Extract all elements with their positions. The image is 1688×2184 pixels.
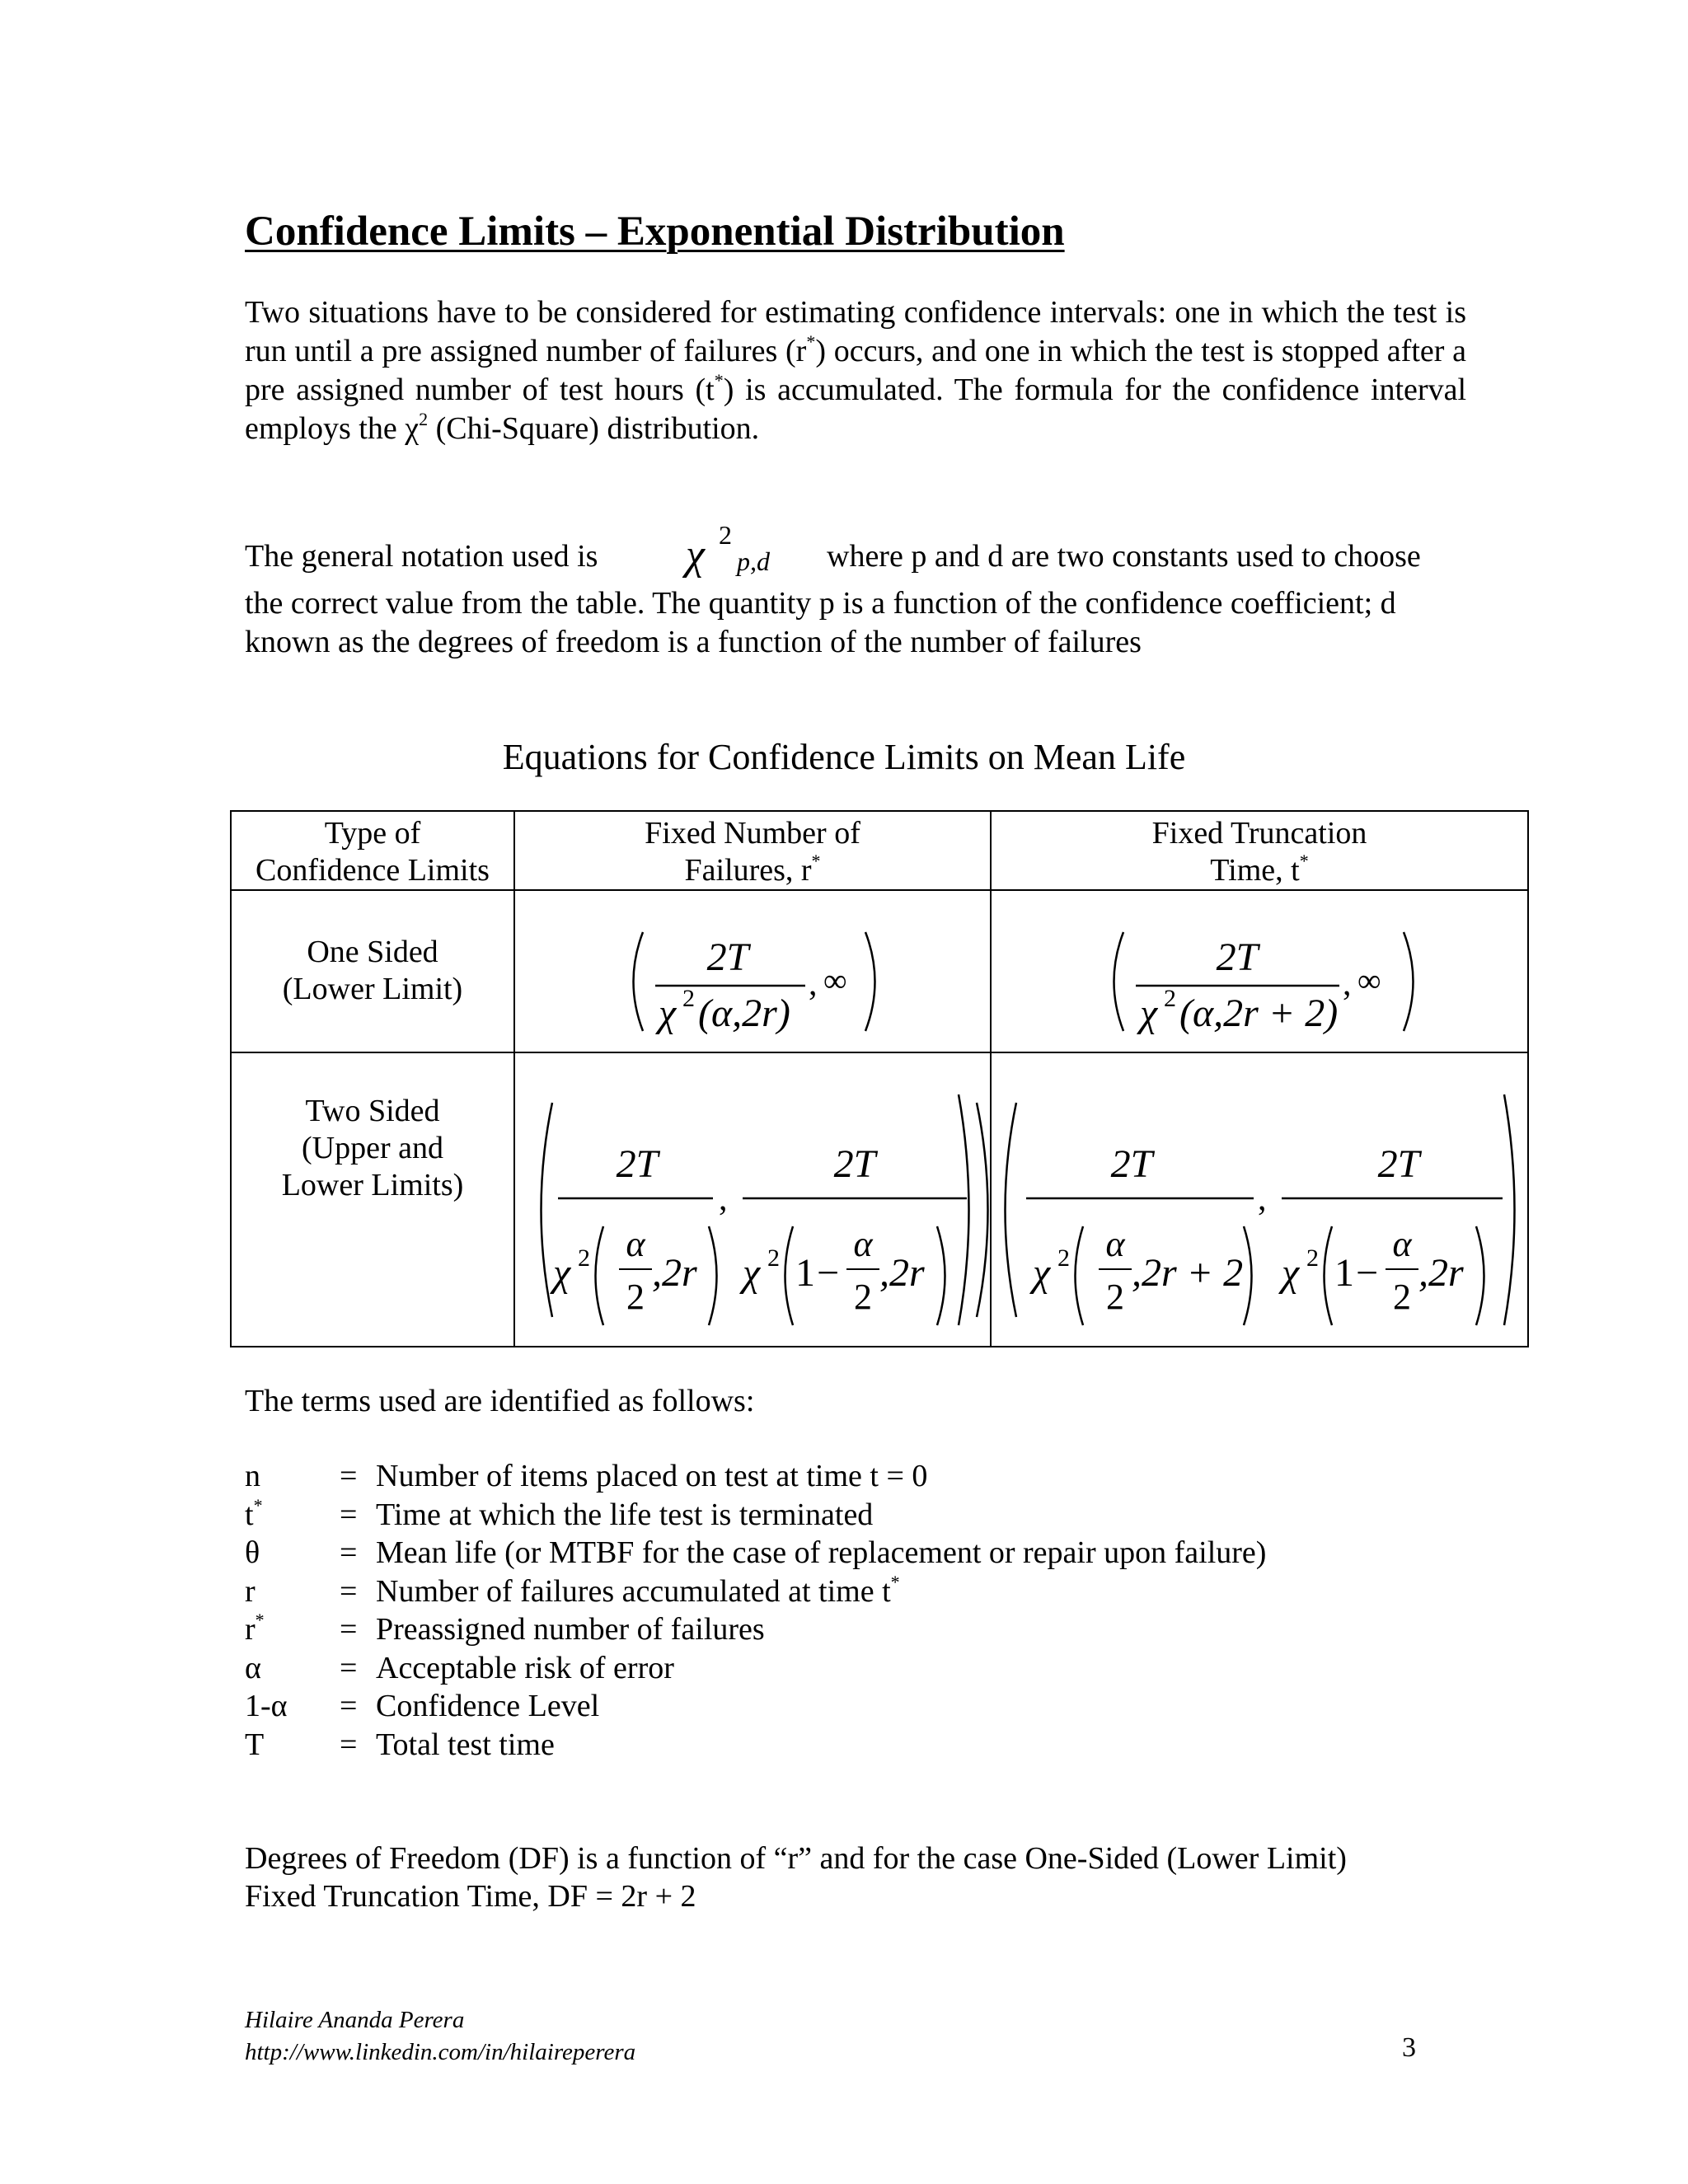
f2-infinity: ∞ — [1357, 962, 1381, 999]
term-symbol: r — [245, 1573, 256, 1609]
f1-args: (α,2r) — [698, 991, 790, 1035]
header-truncation-line2: Time, t — [1210, 853, 1300, 888]
intro-text-2: ) occurs, and one in which the test is stopped after a pre assigned number of test hours (t — [245, 334, 1466, 407]
f3-comma: , — [719, 1180, 728, 1218]
f3b-chi: χ — [743, 1251, 761, 1295]
f4b-chi: χ — [1282, 1251, 1300, 1295]
row-label-two-sided — [231, 1052, 514, 1347]
f4-comma: , — [1258, 1180, 1267, 1218]
row1-label-line2: (Lower Limit) — [282, 972, 463, 1006]
f3b-alpha: α — [853, 1224, 873, 1264]
term-definition: Number of failures accumulated at time t — [376, 1573, 891, 1609]
row2-label-line3: Lower Limits) — [281, 1168, 464, 1202]
formula-svg-3 — [515, 1053, 990, 1342]
formula-svg-2 — [992, 891, 1527, 1047]
f2-numerator: 2T — [1216, 935, 1259, 979]
f4a-two: 2 — [1106, 1277, 1124, 1317]
f3a-arg: ,2r — [652, 1251, 697, 1295]
page-number: 3 — [1402, 2032, 1416, 2063]
row-label-one-sided — [231, 890, 514, 1052]
f3a-chi: χ — [553, 1251, 571, 1295]
row1-label-line1: One Sided — [307, 935, 438, 969]
f4b-minus: − — [1356, 1251, 1379, 1295]
f3a-chi-exp: 2 — [578, 1244, 590, 1272]
notation-chi-symbol — [676, 518, 799, 583]
f2-args: (α,2r + 2) — [1179, 991, 1339, 1035]
table-caption: Equations for Confidence Limits on Mean Life — [502, 737, 1186, 777]
term-row: r = Number of failures accumulated at time t* — [245, 1571, 900, 1609]
term-symbol: r — [245, 1612, 256, 1647]
intro-text-1: Two situations have to be considered for estimating confidence intervals: one in which the test is run until a pre assigned number of failures (r — [245, 295, 1466, 368]
term-definition: Time at which the life test is terminated — [376, 1497, 874, 1532]
notation-superscript: 2 — [719, 520, 732, 550]
term-definition: Mean life (or MTBF for the case of replacement or repair upon failure) — [376, 1535, 1267, 1570]
notation-subscript: p,d — [737, 546, 770, 576]
f4a-numerator: 2T — [1110, 1142, 1153, 1186]
f4b-two: 2 — [1393, 1277, 1411, 1317]
notation-chi: χ — [686, 532, 705, 579]
term-definition: Number of items placed on test at time t = 0 — [376, 1459, 928, 1493]
f3b-chi-exp: 2 — [767, 1244, 780, 1272]
term-row: n = Number of items placed on test at time t = 0 — [245, 1459, 928, 1493]
f4b-one: 1 — [1334, 1251, 1354, 1295]
term-row: T = Total test time — [245, 1727, 555, 1762]
intro-chi-square-exponent: 2 — [419, 409, 429, 429]
f2-comma: , — [1343, 965, 1352, 1003]
dof-line2: Fixed Truncation Time, DF = 2r + 2 — [245, 1879, 696, 1914]
term-row: α = Acceptable risk of error — [245, 1650, 674, 1685]
f1-comma: , — [809, 965, 818, 1003]
term-symbol: n — [245, 1459, 260, 1493]
header-truncation-star: * — [1299, 851, 1309, 871]
term-definition: Confidence Level — [376, 1689, 600, 1723]
f1-numerator: 2T — [706, 935, 749, 979]
f3b-two: 2 — [854, 1277, 872, 1317]
f1-infinity: ∞ — [823, 962, 847, 999]
footer-url[interactable]: http://www.linkedin.com/in/hilaireperera — [245, 2039, 636, 2065]
term-symbol: θ — [245, 1535, 260, 1570]
term-symbol: α — [245, 1650, 261, 1685]
notation-rest: the correct value from the table. The quantity p is a function of the confidence coefficient; d known as the degrees of freedom is a function of the number of failures — [245, 586, 1396, 659]
header-type-line2: Confidence Limits — [256, 853, 490, 888]
footer-author: Hilaire Ananda Perera — [245, 2007, 465, 2033]
f3b-minus: − — [817, 1251, 840, 1295]
intro-paragraph — [245, 293, 1466, 448]
f4b-arg: ,2r — [1418, 1251, 1464, 1295]
terms-intro: The terms used are identified as follows: — [245, 1384, 755, 1418]
formula-svg-1 — [515, 891, 990, 1047]
formula-two-sided-fixed-failures — [514, 1052, 991, 1347]
f4b-numerator: 2T — [1377, 1142, 1420, 1186]
header-failures-star: * — [811, 851, 821, 871]
term-row: r* = Preassigned number of failures — [245, 1610, 765, 1647]
f3a-two: 2 — [626, 1277, 645, 1317]
formula-svg-4 — [992, 1053, 1527, 1342]
term-row: θ = Mean life (or MTBF for the case of replacement or repair upon failure) — [245, 1535, 1267, 1570]
term-row: 1-α = Confidence Level — [245, 1689, 600, 1723]
term-definition: Acceptable risk of error — [376, 1650, 674, 1685]
f3b-arg: ,2r — [879, 1251, 925, 1295]
f1-chi-exp: 2 — [682, 985, 695, 1012]
notation-tail: where p and d are two constants used to choose — [827, 539, 1421, 574]
formula-one-sided-fixed-failures — [514, 890, 991, 1052]
intro-text-4: (Chi-Square) distribution. — [428, 411, 760, 446]
confidence-equations-table — [230, 810, 1529, 1347]
row2-label-line2: (Upper and — [302, 1131, 443, 1165]
formula-one-sided-fixed-truncation — [991, 890, 1528, 1052]
term-row: t* = Time at which the life test is terminated — [245, 1494, 874, 1532]
term-symbol: T — [245, 1727, 265, 1762]
f2-chi-exp: 2 — [1164, 985, 1176, 1012]
f4b-chi-exp: 2 — [1306, 1244, 1319, 1272]
terms-list — [245, 1457, 1266, 1764]
header-type — [231, 811, 514, 890]
term-definition: Preassigned number of failures — [376, 1612, 765, 1647]
f3b-numerator: 2T — [833, 1142, 876, 1186]
intro-text-3: ) is accumulated. The formula for the confidence interval employs the χ — [245, 373, 1467, 446]
notation-lead: The general notation used is — [245, 539, 598, 574]
header-fixed-truncation — [991, 811, 1528, 890]
header-fixed-failures — [514, 811, 991, 890]
f3b-one: 1 — [795, 1251, 815, 1295]
header-failures-line2: Failures, r — [684, 853, 812, 888]
row2-label-line1: Two Sided — [305, 1094, 440, 1128]
formula-two-sided-fixed-truncation — [991, 1052, 1528, 1347]
f2-chi: χ — [1140, 991, 1158, 1035]
f4a-chi-exp: 2 — [1057, 1244, 1070, 1272]
header-type-line1: Type of — [324, 816, 421, 851]
page-title: Confidence Limits – Exponential Distribution — [245, 209, 1065, 255]
header-failures-line1: Fixed Number of — [645, 816, 860, 851]
f4a-chi: χ — [1033, 1251, 1051, 1295]
f3a-numerator: 2T — [616, 1142, 659, 1186]
f3a-alpha: α — [626, 1224, 645, 1264]
term-definition: Total test time — [376, 1727, 555, 1762]
header-truncation-line1: Fixed Truncation — [1151, 816, 1367, 851]
dof-line1: Degrees of Freedom (DF) is a function of “r” and for the case One-Sided (Lower Limit) — [245, 1841, 1347, 1876]
term-symbol: 1-α — [245, 1689, 288, 1723]
term-symbol: t — [245, 1497, 254, 1532]
intro-star-2: * — [714, 370, 724, 391]
f4a-arg: ,2r + 2 — [1132, 1251, 1244, 1295]
intro-star-1: * — [806, 331, 816, 352]
f4b-alpha: α — [1392, 1224, 1412, 1264]
f1-chi: χ — [659, 991, 677, 1035]
f4a-alpha: α — [1105, 1224, 1125, 1264]
